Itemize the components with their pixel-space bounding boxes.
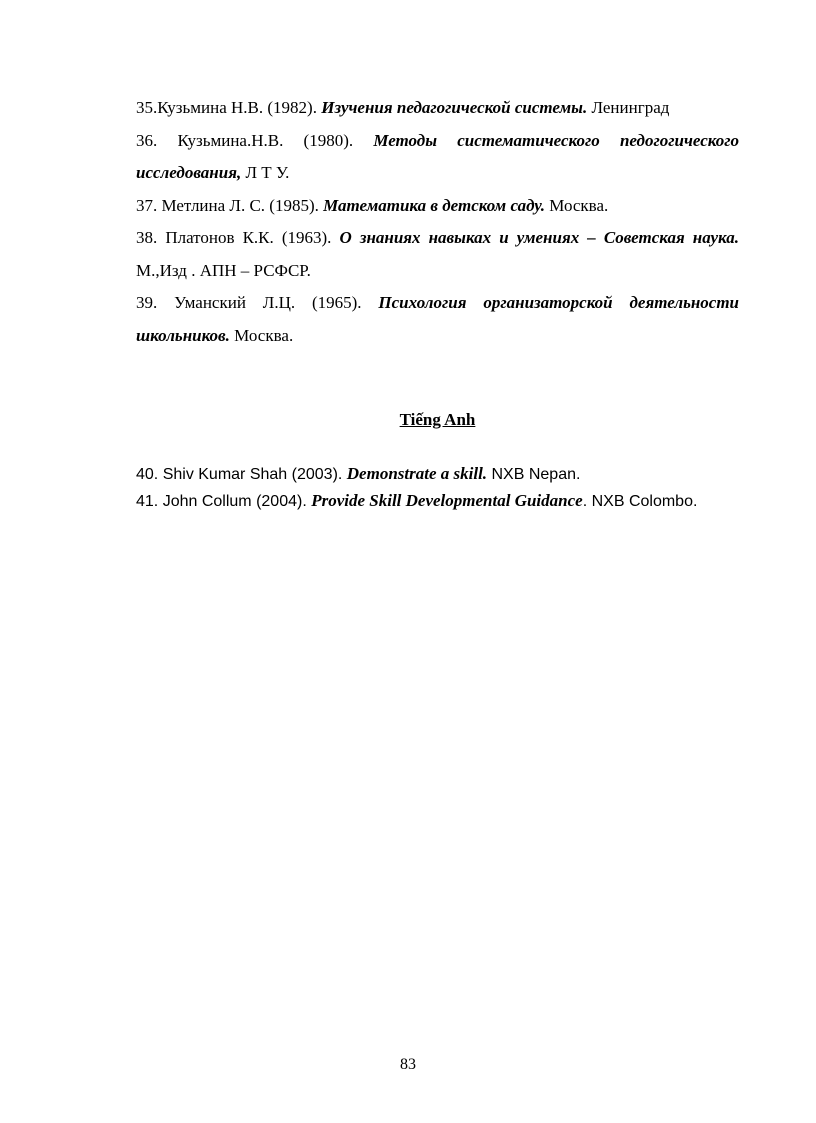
reference-entry-40 <box>136 461 739 488</box>
reference-publisher: М.,Изд . АПН – РСФСР. <box>136 260 311 280</box>
reference-publisher: Москва. <box>229 325 294 345</box>
reference-entry-38 <box>136 222 739 287</box>
reference-author-year: 39. Уманский Л.Ц. (1965). <box>136 293 379 312</box>
reference-publisher: Л Т У. <box>241 163 290 182</box>
reference-list-russian <box>136 92 739 352</box>
reference-publisher: NXB Nepan. <box>487 466 581 483</box>
reference-entry-35 <box>136 92 739 125</box>
reference-title: Математика в детском саду. <box>323 195 545 215</box>
section-heading-english: Tiếng Anh <box>399 410 476 429</box>
reference-publisher: Ленинград <box>587 98 670 117</box>
reference-title: Demonstrate a skill. <box>346 464 488 483</box>
reference-entry-39 <box>136 287 739 352</box>
reference-title: Изучения педагогической системы. <box>321 98 588 117</box>
reference-title: О знаниях навыках и умениях – Советская наука. <box>339 228 739 247</box>
reference-title: Provide Skill Developmental Guidance <box>311 490 583 510</box>
reference-entry-37 <box>136 190 739 223</box>
reference-publisher: Москва. <box>545 195 609 215</box>
reference-entry-41 <box>136 488 739 515</box>
reference-author-year: 36. Кузьмина.Н.В. (1980). <box>136 130 374 150</box>
reference-entry-36 <box>136 125 739 190</box>
reference-author-year: 37. Метлина Л. С. (1985). <box>136 195 324 215</box>
reference-title: Методы систематического педогогического исследования, <box>136 130 740 182</box>
reference-title: Психология организаторской деятельности школьников. <box>136 293 739 345</box>
reference-author-year: 41. John Collum (2004). <box>136 492 312 510</box>
reference-list-english <box>136 461 739 514</box>
reference-author-year: 35.Кузьмина Н.В. (1982). <box>136 98 322 117</box>
page-number: 83 <box>400 1056 416 1073</box>
reference-author-year: 40. Shiv Kumar Shah (2003). <box>136 466 347 483</box>
reference-publisher: . NXB Colombo. <box>582 492 698 510</box>
reference-author-year: 38. Платонов К.К. (1963). <box>136 228 340 247</box>
